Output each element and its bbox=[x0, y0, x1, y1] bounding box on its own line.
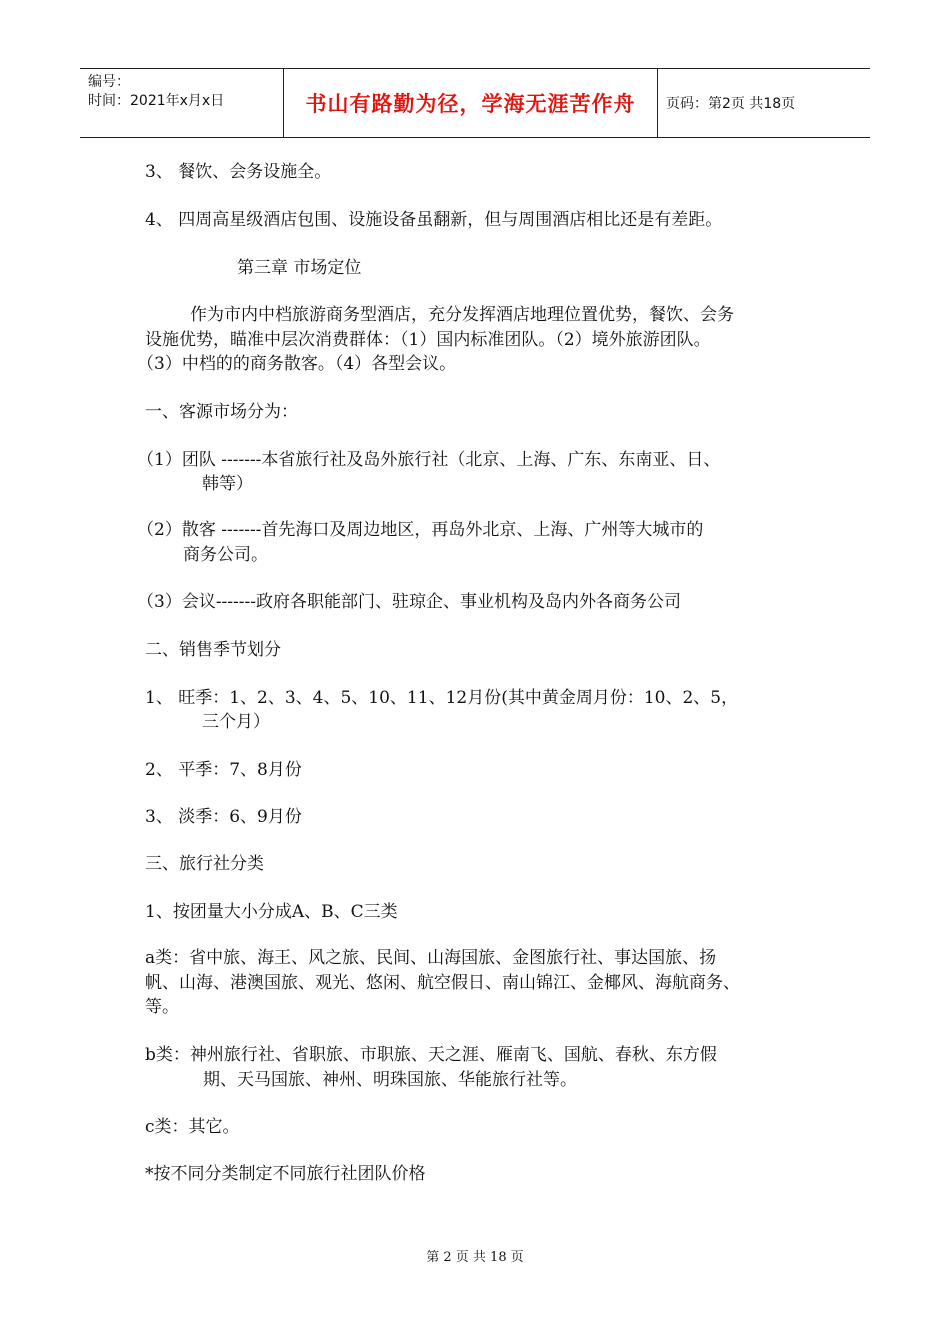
paragraph-line: 设施优势，瞄准中层次消费群体：（1）国内标准团队。（2）境外旅游团队。 bbox=[145, 330, 711, 350]
list-item: （3）会议-------政府各职能部门、驻琼企、事业机构及岛内外各商务公司 bbox=[137, 592, 682, 612]
list-item: （2）散客 -------首先海口及周边地区，再岛外北京、上海、广州等大城市的 bbox=[137, 520, 704, 540]
list-item: 3、 淡季：6、9月份 bbox=[145, 807, 302, 827]
list-item-continuation: 韩等） bbox=[202, 474, 253, 494]
header-motto: 书山有路勤为径，学海无涯苦作舟 bbox=[305, 92, 636, 116]
paragraph-line: 帆、山海、港澳国旅、观光、悠闲、航空假日、南山锦江、金椰风、海航商务、 bbox=[145, 973, 740, 993]
paragraph-line: a类：省中旅、海王、风之旅、民间、山海国旅、金图旅行社、事达国旅、扬 bbox=[145, 948, 717, 968]
paragraph-line: 等。 bbox=[145, 997, 179, 1017]
section-heading: 一、客源市场分为： bbox=[145, 402, 298, 422]
document-date: 时间：2021年x月x日 bbox=[88, 93, 225, 109]
paragraph-line: c类：其它。 bbox=[145, 1117, 240, 1137]
paragraph-line: 作为市内中档旅游商务型酒店，充分发挥酒店地理位置优势，餐饮、会务 bbox=[190, 305, 734, 325]
list-item: 1、 旺季：1、2、3、4、5、10、11、12月份(其中黄金周月份：10、2、5， bbox=[145, 688, 739, 708]
page-header bbox=[80, 68, 870, 138]
list-item: （1）团队 -------本省旅行社及岛外旅行社（北京、上海、广东、东南亚、日、 bbox=[137, 450, 721, 470]
paragraph-line: *按不同分类制定不同旅行社团队价格 bbox=[145, 1164, 426, 1184]
paragraph-line: b类：神州旅行社、省职旅、市职旅、天之涯、雁南飞、国航、春秋、东方假 bbox=[145, 1045, 717, 1065]
section-heading: 三、旅行社分类 bbox=[145, 854, 264, 874]
section-heading: 二、销售季节划分 bbox=[145, 640, 281, 660]
list-item: 1、按团量大小分成A、B、C三类 bbox=[145, 902, 398, 922]
chapter-heading: 第三章 市场定位 bbox=[237, 258, 362, 278]
list-item: 2、 平季：7、8月份 bbox=[145, 760, 302, 780]
list-item: 3、 餐饮、会务设施全。 bbox=[145, 162, 332, 182]
header-meta-cell bbox=[80, 69, 284, 137]
list-item: 4、 四周高星级酒店包围、设施设备虽翻新，但与周围酒店相比还是有差距。 bbox=[145, 210, 723, 230]
paragraph-line: （3）中档的的商务散客。（4）各型会议。 bbox=[137, 354, 457, 374]
header-page-cell bbox=[658, 69, 870, 137]
document-number-label: 编号： bbox=[88, 74, 130, 90]
list-item-continuation: 三个月） bbox=[202, 712, 270, 732]
list-item-continuation: 商务公司。 bbox=[183, 545, 268, 565]
header-page-info: 页码：第2页 共18页 bbox=[666, 96, 796, 112]
paragraph-line: 期、天马国旅、神州、明珠国旅、华能旅行社等。 bbox=[203, 1070, 577, 1090]
header-motto-cell bbox=[284, 69, 658, 137]
page-footer: 第 2 页 共 18 页 bbox=[426, 1250, 524, 1265]
